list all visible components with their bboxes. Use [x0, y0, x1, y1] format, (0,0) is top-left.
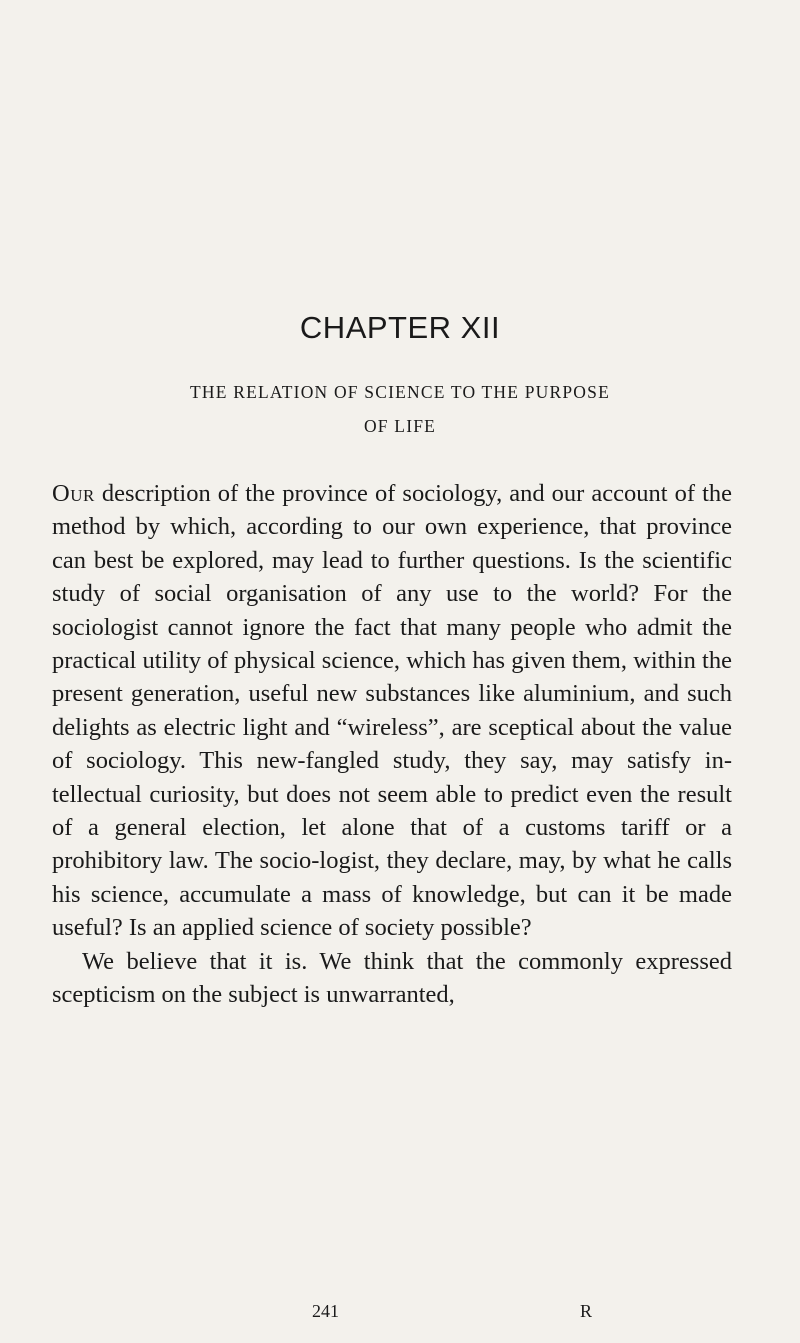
chapter-subtitle-line-2: OF LIFE: [363, 416, 437, 436]
paragraph-2: We believe that it is. We think that the commonly expressed scepticism on the subject is unwarranted,: [52, 947, 732, 1009]
signature-mark: R: [580, 1301, 593, 1321]
page-number: 241: [312, 1301, 339, 1321]
paragraph-1-text: description of the province of sociology, and our account of the method by which, according to our own experience, that province can best be explored, may lead to further questions. Is the scientific study of social organisation of any use to the world? For the sociologist cannot ignore the fact that many people who admit the practical utility of physical science, which has given them, within the present generation, useful new substances like aluminium, and such delights as electric light and “wireless”, are sceptical about the value of sociology. This new-fangled study, they say, may satisfy in-tellectual curiosity, but does not seem able to predict even the result of a general election, let alone that of a customs tariff or a prohibitory law. The socio-logist, they declare, may, by what he calls his science, accumulate a mass of knowledge, but can it be made useful? Is an applied science of society possible?: [52, 480, 732, 942]
chapter-title: CHAPTER XII: [299, 310, 501, 345]
paragraph-1-lead-word: Our: [52, 480, 95, 507]
chapter-subtitle: [110, 375, 690, 443]
paragraph-1: [52, 477, 732, 945]
chapter-subtitle-line-1: THE RELATION OF SCIENCE TO THE PURPOSE: [190, 382, 610, 402]
body-text: [52, 477, 732, 1012]
